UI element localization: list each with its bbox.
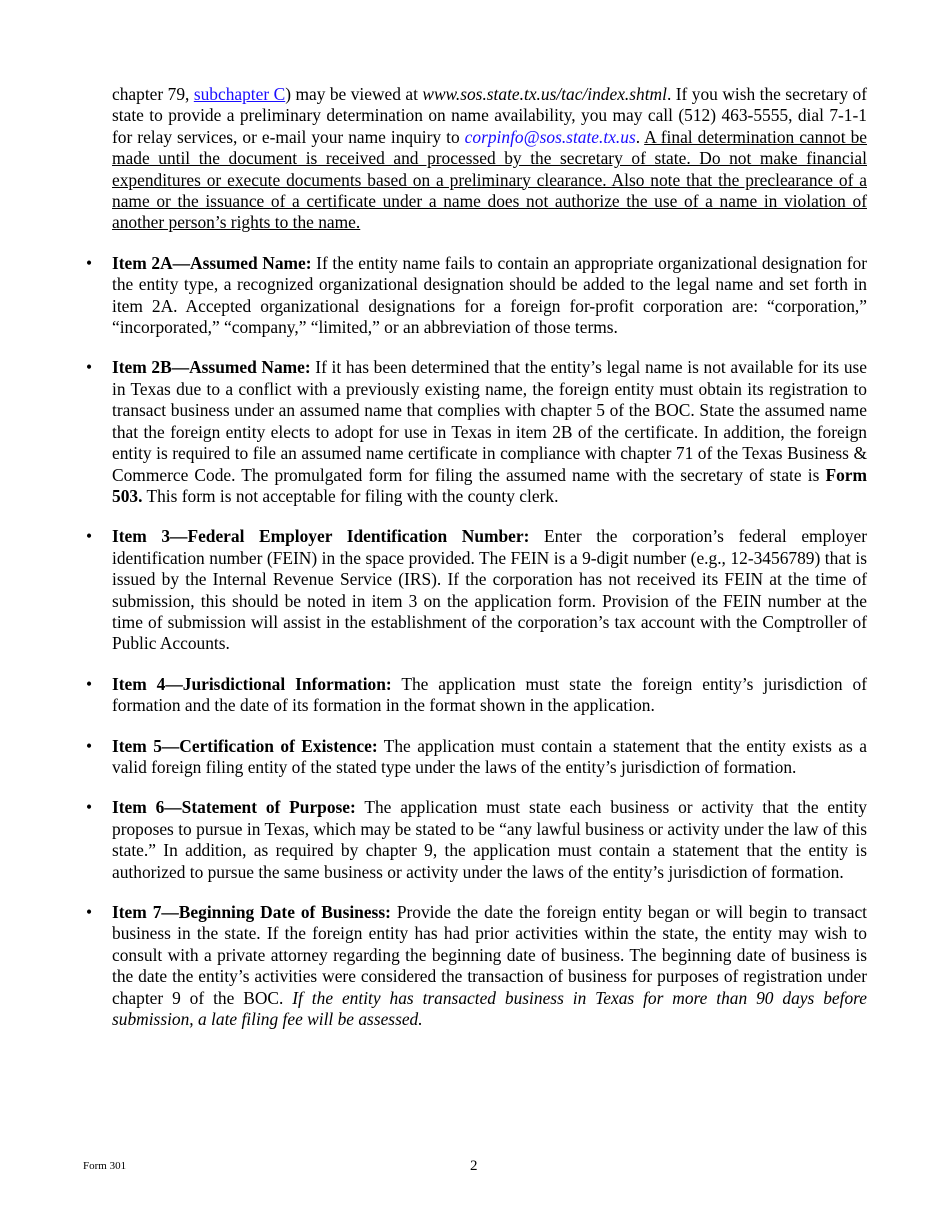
intro-text: chapter 79, <box>112 84 194 104</box>
form-503-ref: Form 503. <box>112 464 867 506</box>
intro-text: . <box>635 126 645 147</box>
late-fee-note: If the entity has transacted business in Texas for more than 90 days before submission, a late filing fee will be assessed. <box>112 987 867 1030</box>
page-number: 2 <box>470 1158 478 1174</box>
item-body: The application must state each business or activity that the entity proposes to pursue in Texas, which may be stated to be “any lawful business or activity under the law of this state.” In addition, as required by chapter 9, the application must contain a statement that the entity is authorized to pursue the same business or activity under the laws of the entity’s jurisdiction of formation. <box>112 797 867 882</box>
bullet-icon: • <box>85 902 93 922</box>
item-title: Item 7—Beginning Date of Business: <box>112 902 391 922</box>
item-title: Item 3—Federal Employer Identification Number: <box>112 526 530 547</box>
item-title: Item 2B—Assumed Name: <box>112 357 311 378</box>
item-4 <box>85 673 867 717</box>
item-title: Item 6—Statement of Purpose: <box>112 797 356 818</box>
item-3 <box>85 526 868 654</box>
underlined-notice: A final determination cannot be made until the document is received and processed by the secretary of state. Do not make financial expenditures or execute documents based on a preliminary clearance. Also note that the preclearance of a name or the issuance of a certificate under a name does not authorize the use of a name in violation of another person’s rights to the name. <box>112 126 867 233</box>
bullet-icon: • <box>85 252 93 273</box>
item-body: Enter the corporation’s federal employer identification number (FEIN) in the space provided. The FEIN is a 9-digit number (e.g., 12-3456789) that is issued by the Internal Revenue Service (IRS). If the corporation has not received its FEIN at the time of submission, this should be noted in item 3 on the application form. Provision of the FEIN number at the time of submission will assist in the establishment of the corporation’s tax account with the Comptroller of Public Accounts. <box>112 526 868 654</box>
bullet-icon: • <box>85 357 93 378</box>
bullet-icon: • <box>85 797 93 818</box>
item-body: The application must state the foreign entity’s jurisdiction of formation and the date of its formation in the format shown in the application. <box>112 673 867 716</box>
bullet-icon: • <box>85 526 93 547</box>
item-title: Item 5—Certification of Existence: <box>112 735 378 756</box>
intro-text: ) may be viewed at <box>285 84 423 104</box>
footer-form-label: Form 301 <box>83 1160 127 1172</box>
item-2a <box>85 252 867 339</box>
intro-text: . If you wish the secretary of state to provide a preliminary determination on name availability, you may call (512) 463-5555, dial 7-1-1 for relay services, or e-mail your name inquiry to <box>112 84 867 147</box>
item-body: If it has been determined that the entity’s legal name is not available for its use in Texas due to a conflict with a previously existing name, the foreign entity must obtain its registration to transact business under an assumed name that complies with chapter 5 of the BOC. State the assumed name that the foreign entity elects to adopt for use in Texas in item 2B of the certificate. In addition, the foreign entity is required to file an assumed name certificate in compliance with chapter 71 of the Texas Business & Commerce Code. The promulgated form for filing the assumed name with the secretary of state is <box>112 357 868 485</box>
item-7 <box>85 902 867 1030</box>
sos-url: www.sos.state.tx.us/tac/index.shtml <box>422 84 667 104</box>
bullet-icon: • <box>85 735 93 756</box>
bullet-icon: • <box>85 673 93 694</box>
item-body: If the entity name fails to contain an appropriate organizational designation for the entity type, a recognized organizational designation should be added to the legal name and set forth in item 2A. Accepted organizational designations for a foreign for-profit corporation are: “corporation,” “incorporated,” “company,” “limited,” or an abbreviation of those terms. <box>112 252 867 338</box>
document-body <box>85 84 868 1049</box>
email-link[interactable]: corpinfo@sos.state.tx.us <box>464 126 636 147</box>
item-title: Item 4—Jurisdictional Information: <box>112 673 392 694</box>
item-body: This form is not acceptable for filing with the county clerk. <box>142 485 559 506</box>
item-body: Provide the date the foreign entity began or will begin to transact business in the state. If the foreign entity has had prior activities within the state, the entity may wish to consult with a private attorney regarding the beginning date of business. The beginning date of business is the date the entity’s activities were considered the transaction of business for purposes of registration under chapter 9 of the BOC. <box>112 902 867 1008</box>
item-body: The application must contain a statement that the entity exists as a valid foreign filing entity of the stated type under the laws of the entity’s jurisdiction of formation. <box>112 735 867 777</box>
item-2b <box>85 357 868 507</box>
item-title: Item 2A—Assumed Name: <box>112 252 312 273</box>
item-6 <box>85 797 867 883</box>
item-5 <box>85 735 867 779</box>
subchapter-c-link[interactable]: subchapter C <box>193 84 286 104</box>
intro-paragraph <box>112 84 867 234</box>
